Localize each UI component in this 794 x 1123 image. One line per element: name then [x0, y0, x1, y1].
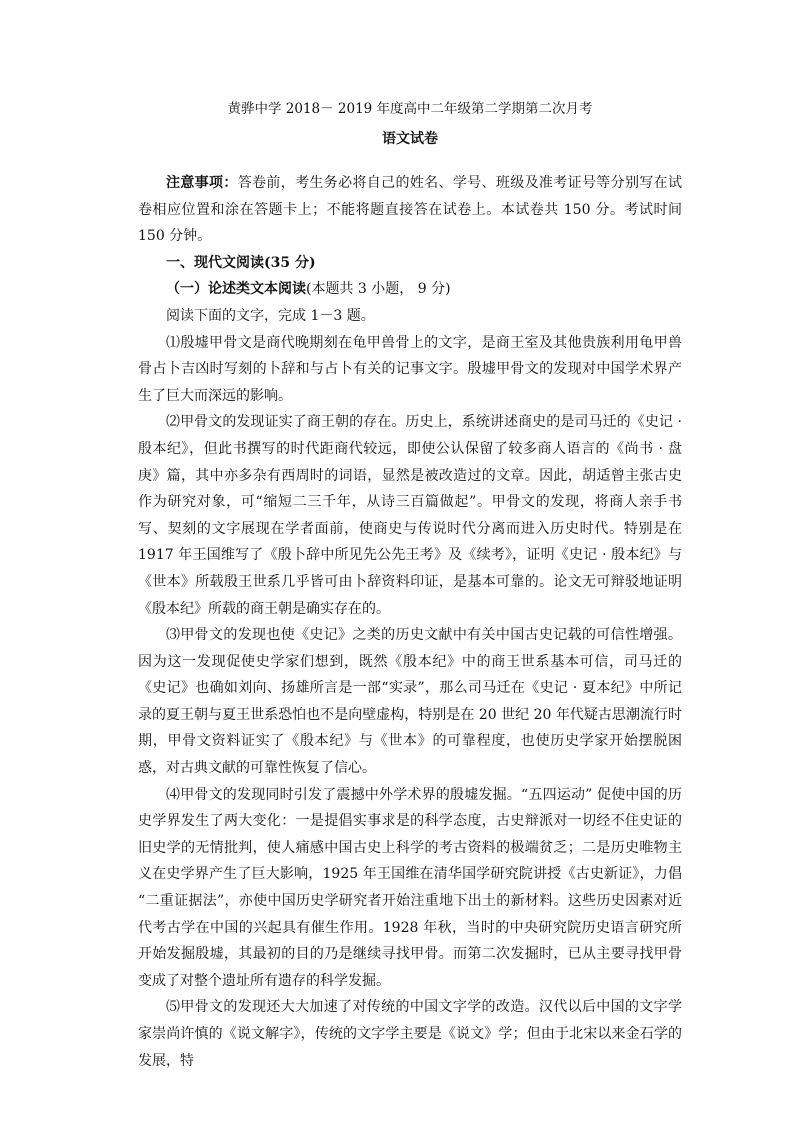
subsection-note: (本题共 3 小题， 9 分) [306, 281, 451, 298]
paragraph-2: ⑵甲骨文的发现证实了商王朝的存在。历史上，系统讲述商史的是司马迁的《史记 · 殷本纪》，但此书撰写的时代距商代较远，即使公认保留了较多商人语言的《尚书 · 盘庚》篇，其中亦多杂有西周时的词语，显然是被改造过的文章。因此，胡适曾主张古史作为研究对象，可“缩短二三千年，从诗三百篇做起”。甲骨文的发现，将商人亲手书写、契刻的文字展现在学者面前，使商史与传说时代分离而进入历史时代。特别是在 1917 年王国维写了《殷卜辞中所见先公先王考》及《续考》，证明《史记 · 殷本纪》与《世本》所载殷王世系几乎皆可由卜辞资料印证，是基本可靠的。论文无可辩驳地证明《殷本纪》所载的商王朝是确实存在的。 [138, 414, 682, 617]
exam-subtitle: 语文试卷 [382, 131, 438, 147]
paragraph-1: ⑴殷墟甲骨文是商代晚期刻在龟甲兽骨上的文字，是商王室及其他贵族利用龟甲兽骨占卜吉凶时写刻的卜辞和与占卜有关的记事文字。殷墟甲骨文的发现对中国学术界产生了巨大而深远的影响。 [138, 334, 682, 404]
paragraph-4: ⑷甲骨文的发现同时引发了震撼中外学术界的殷墟发掘。“五四运动” 促使中国的历史学界发生了两大变化：一是提倡实事求是的科学态度，古史辩派对一切经不住史证的旧史学的无情批判，使人痛感中国古史上科学的考古资料的极端贫乏；二是历史唯物主义在史学界产生了巨大影响，1925 年王国维在清华国学研究院讲授《古史新证》，力倡 “二重证据法”，亦使中国历史学研究者开始注重地下出土的新材料。这些历史因素对近代考古学在中国的兴起具有催生作用。1928 年秋，当时的中央研究院历史语言研究所开始发掘殷墟，其最初的目的乃是继续寻找甲骨。而第二次发掘时，已从主要寻找甲骨变成了对整个遗址所有遗存的科学发掘。 [138, 786, 682, 989]
notice-text: 答卷前，考生务必将自己的姓名、学号、班级及准考证号等分别写在试卷相应位置和涂在答题卡上；不能将题直接答在试卷上。本试卷共 150 分。考试时间 150 分钟。 [138, 175, 683, 245]
notice-label: 注意事项： [166, 175, 238, 191]
section-heading: 一、现代文阅读(35 分) [166, 254, 316, 271]
paragraph-5: ⑸甲骨文的发现还大大加速了对传统的中国文字学的改造。汉代以后中国的文字学家崇尚许慎的《说文解字》，传统的文字学主要是《说文》学；但由于北宋以来金石学的发展，特 [138, 999, 682, 1069]
notice-paragraph [138, 170, 682, 250]
subsection-heading [138, 276, 682, 303]
subsection-label: （一）论述类文本阅读 [166, 281, 306, 298]
reading-instruction: 阅读下面的文字，完成 1－3 题。 [166, 307, 375, 324]
paragraph-3: ⑶甲骨文的发现也使《史记》之类的历史文献中有关中国古史记载的可信性增强。因为这一发现促使史学家们想到，既然《殷本纪》中的商王世系基本可信，司马迁的《史记》也确如刘向、扬雄所言是一部“实录”，那么司马迁在《史记 · 夏本纪》中所记录的夏王朝与夏王世系恐怕也不是向壁虚构，特别是在 20 世纪 20 年代疑古思潮流行时期，甲骨文资料证实了《殷本纪》与《世本》的可靠程度，也使历史学家开始摆脱困惑，对古典文献的可靠性恢复了信心。 [138, 627, 682, 777]
exam-title: 黄骅中学 2018－ 2019 年度高中二年级第二学期第二次月考 [227, 101, 593, 117]
